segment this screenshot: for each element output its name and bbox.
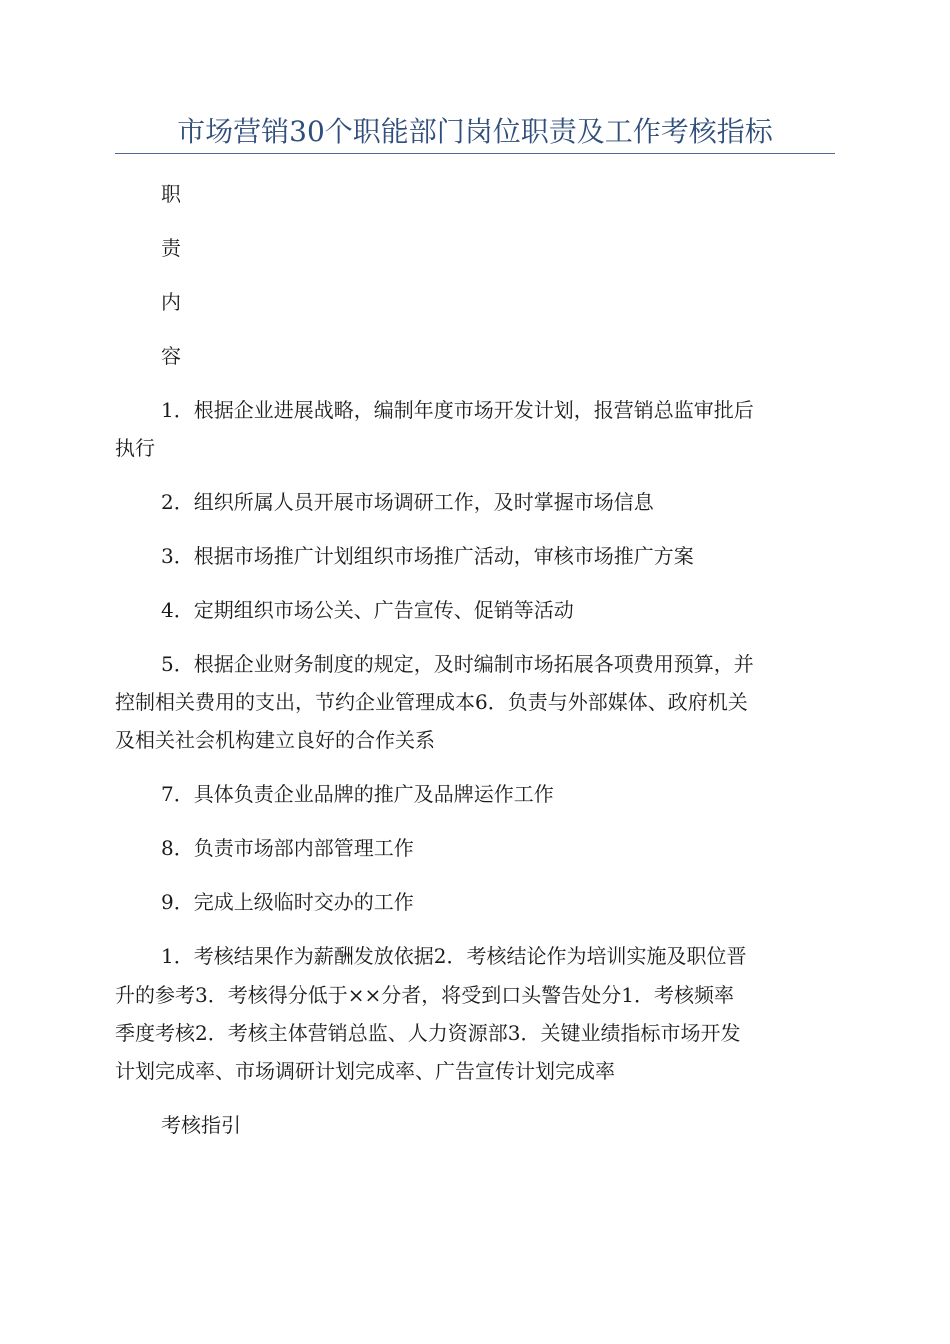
duty-item-4: 4．定期组织市场公关、广告宣传、促销等活动: [161, 598, 574, 622]
duty-item-3: 3．根据市场推广计划组织市场推广活动，审核市场推广方案: [161, 544, 694, 568]
heading-char-1: 职: [161, 182, 181, 206]
duty-item-1-line-1: 1．根据企业进展战略，编制年度市场开发计划，报营销总监审批后: [161, 398, 754, 422]
assessment-line-4: 计划完成率、市场调研计划完成率、广告宣传计划完成率: [115, 1059, 615, 1083]
heading-char-2: 责: [161, 236, 181, 260]
duty-item-2: 2．组织所属人员开展市场调研工作，及时掌握市场信息: [161, 490, 654, 514]
duty-item-5-line-1: 5．根据企业财务制度的规定，及时编制市场拓展各项费用预算，并: [161, 652, 754, 676]
duty-item-7: 7．具体负责企业品牌的推广及品牌运作工作: [161, 782, 554, 806]
assessment-line-1: 1．考核结果作为薪酬发放依据2．考核结论作为培训实施及职位晋: [161, 944, 747, 968]
assessment-guide-heading: 考核指引: [161, 1113, 241, 1137]
assessment-line-2: 升的参考3．考核得分低于××分者，将受到口头警告处分1．考核频率: [115, 983, 734, 1007]
duty-item-1-line-2: 执行: [115, 436, 155, 460]
duty-item-5-line-2: 控制相关费用的支出，节约企业管理成本6．负责与外部媒体、政府机关: [115, 690, 748, 714]
title-underline: [115, 153, 835, 154]
duty-item-5-line-3: 及相关社会机构建立良好的合作关系: [115, 728, 435, 752]
heading-char-3: 内: [161, 290, 181, 314]
duty-item-9: 9．完成上级临时交办的工作: [161, 890, 414, 914]
duty-item-8: 8．负责市场部内部管理工作: [161, 836, 414, 860]
heading-char-4: 容: [161, 344, 181, 368]
document-title: 市场营销30个职能部门岗位职责及工作考核指标: [177, 115, 773, 148]
assessment-line-3: 季度考核2．考核主体营销总监、人力资源部3．关键业绩指标市场开发: [115, 1021, 741, 1045]
